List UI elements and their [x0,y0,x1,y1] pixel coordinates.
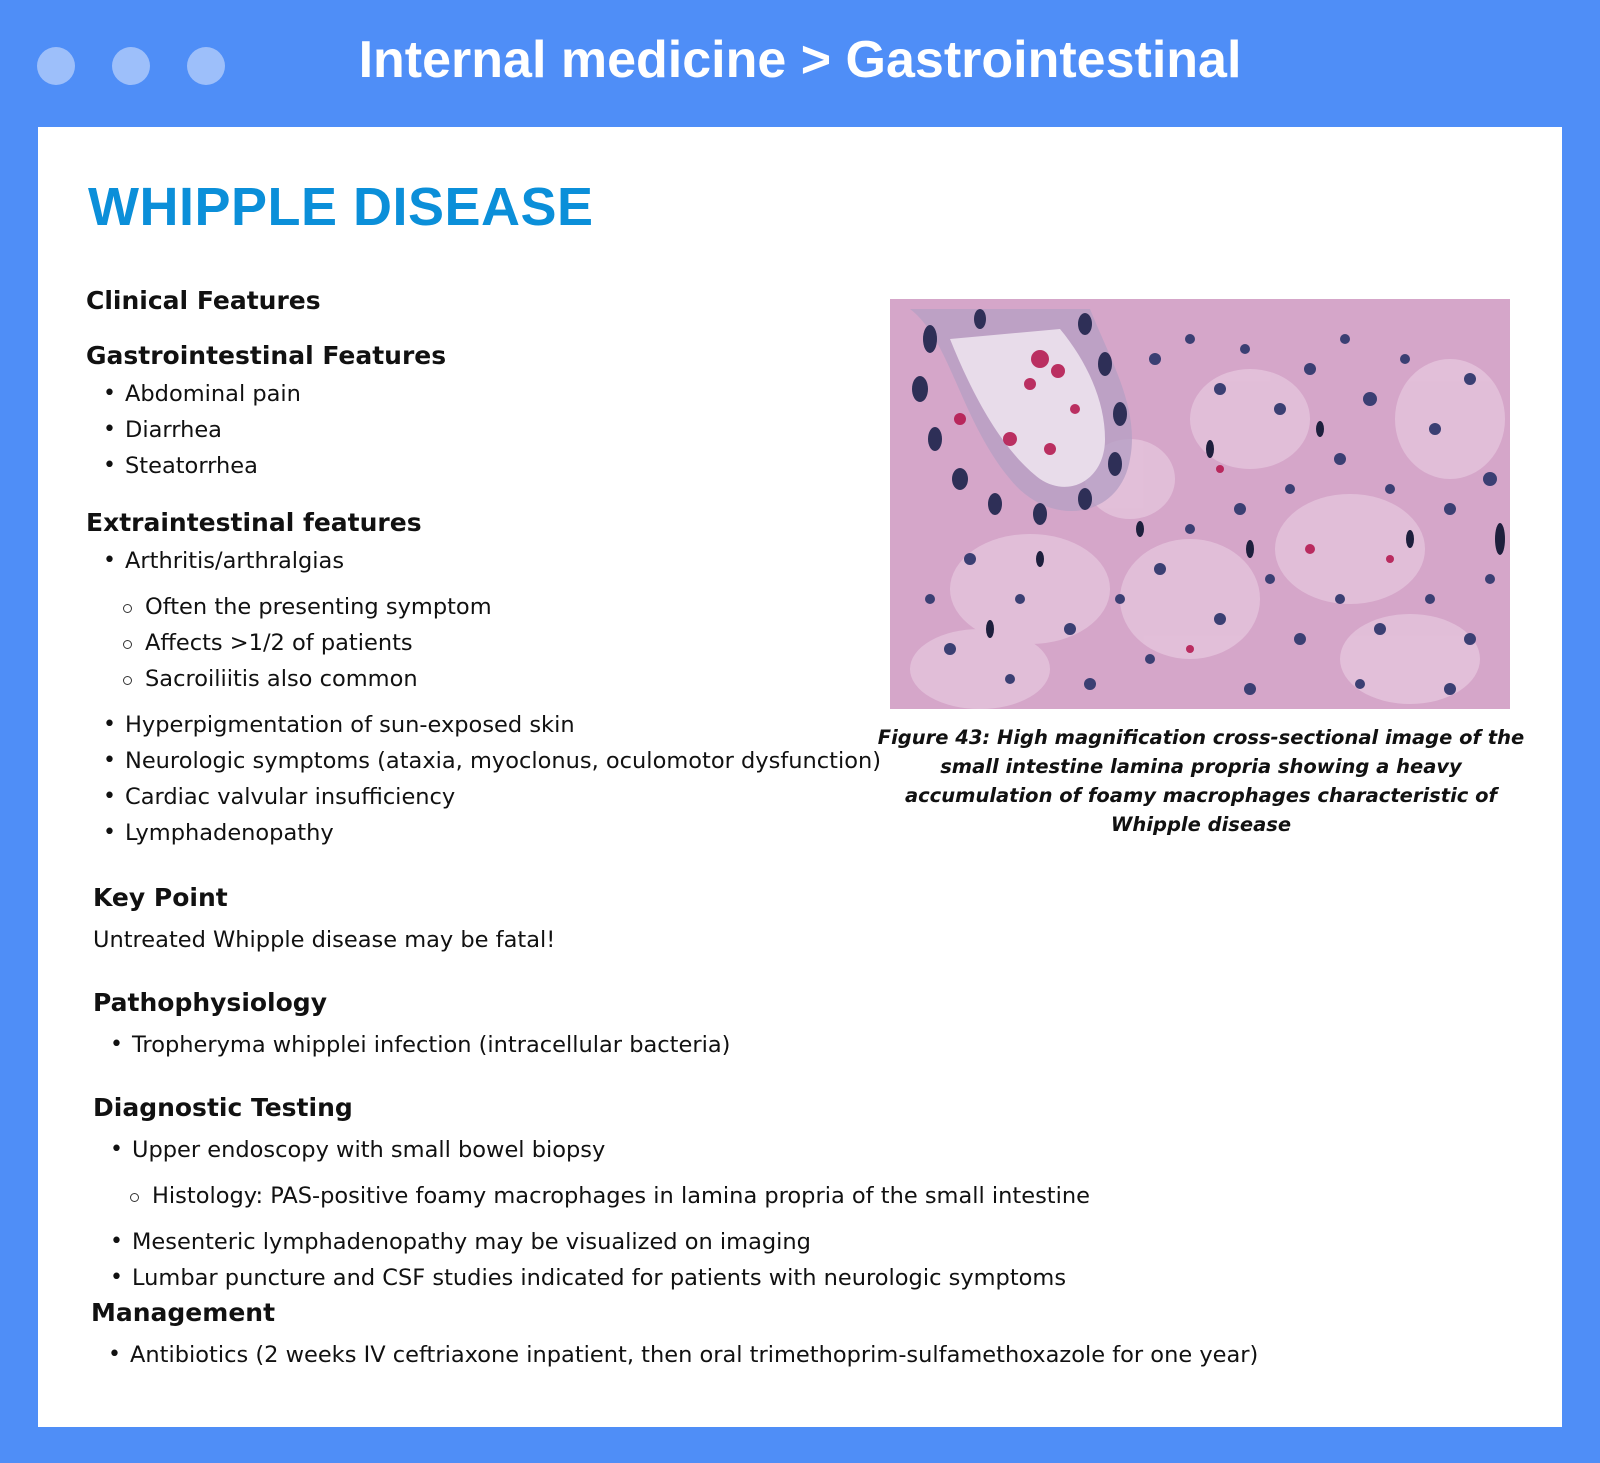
diagnostic-testing-list [93,1132,1393,1168]
histology-image [890,299,1510,709]
page-title: WHIPPLE DISEASE [88,177,594,237]
list-item: • Lymphadenopathy [86,815,906,851]
diagnostic-testing-list-continued [93,1224,1393,1296]
breadcrumb-title: Internal medicine > Gastrointestinal [358,31,1242,89]
extraintestinal-list-continued [86,707,906,851]
management-list [91,1337,1511,1373]
management-section [91,1297,1511,1373]
extraintestinal-heading: Extraintestinal features [86,508,422,537]
key-point-section [93,882,893,958]
sub-list-item: Affects >1/2 of patients [86,625,906,661]
histology-figure [890,299,1510,709]
gi-features-heading: Gastrointestinal Features [86,341,447,370]
key-point-text: Untreated Whipple disease may be fatal! [93,927,556,953]
list-item: • Arthritis/arthralgias [86,543,906,579]
list-item: • Antibiotics (2 weeks IV ceftriaxone inpatient, then oral trimethoprim-sulfamethoxazole for one year) [91,1337,1511,1373]
figure-caption: Figure 43: High magnification cross-sectional image of the small intestine lamina propria showing a heavy accumulation of foamy macrophages characteristic of Whipple disease [877,726,1525,836]
extraintestinal-list [86,543,906,579]
list-item: • Neurologic symptoms (ataxia, myoclonus, oculomotor dysfunction) [86,743,906,779]
list-item: • Mesenteric lymphadenopathy may be visualized on imaging [93,1224,1393,1260]
key-point-heading: Key Point [93,883,228,912]
diagnostic-testing-section [93,1092,1393,1296]
endoscopy-sub-list [93,1178,1393,1214]
list-item: • Hyperpigmentation of sun-exposed skin [86,707,906,743]
list-item: • Steatorrhea [86,448,906,484]
list-item: • Cardiac valvular insufficiency [86,779,906,815]
gi-features-list [86,376,906,484]
pathophysiology-heading: Pathophysiology [93,988,327,1017]
clinical-features-section [86,285,906,851]
sub-list-item: Sacroiliitis also common [86,661,906,697]
arthritis-sub-list [86,589,906,697]
list-item: • Upper endoscopy with small bowel biopsy [93,1132,1393,1168]
sub-list-item: Histology: PAS-positive foamy macrophages in lamina propria of the small intestine [93,1178,1393,1214]
pathophysiology-list [93,1027,993,1063]
list-item: • Tropheryma whipplei infection (intracellular bacteria) [93,1027,993,1063]
list-item: • Abdominal pain [86,376,906,412]
content-card [38,127,1562,1427]
management-heading: Management [91,1298,276,1327]
list-item: • Diarrhea [86,412,906,448]
pathophysiology-section [93,987,993,1063]
clinical-features-heading: Clinical Features [86,286,321,315]
diagnostic-testing-heading: Diagnostic Testing [93,1093,353,1122]
sub-list-item: Often the presenting symptom [86,589,906,625]
list-item: • Lumbar puncture and CSF studies indicated for patients with neurologic symptoms [93,1260,1393,1296]
